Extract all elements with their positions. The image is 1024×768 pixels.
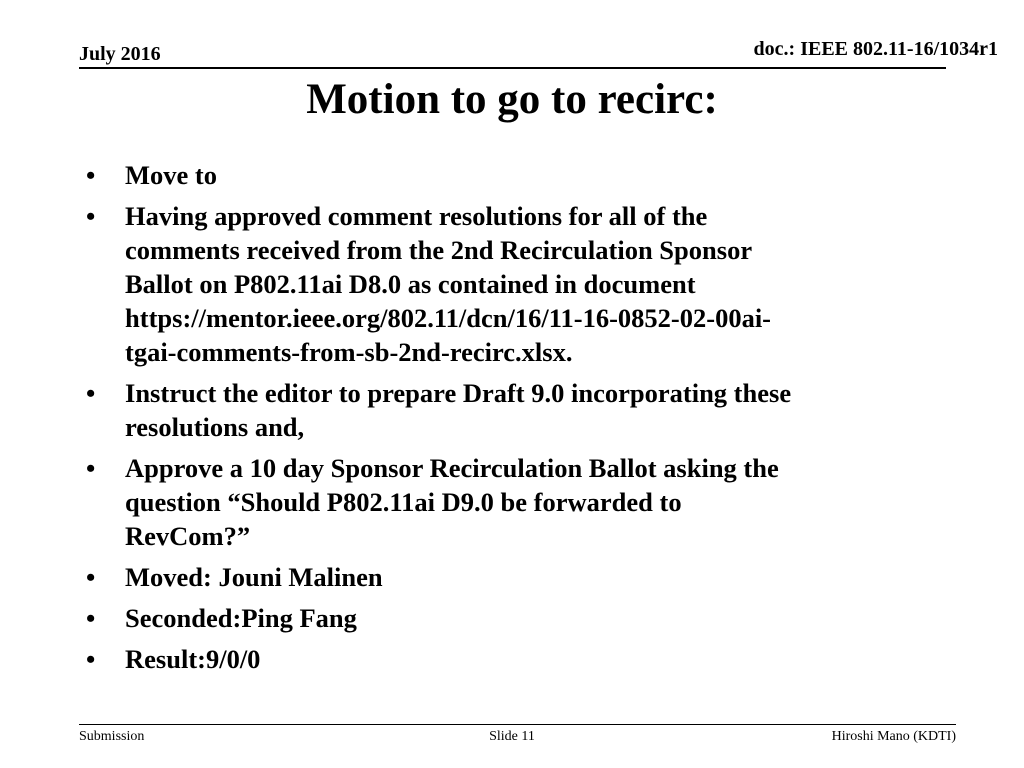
bullet-list [86, 158, 966, 676]
bullet-text: Instruct the editor to prepare Draft 9.0 incorporating these resolutions and, [125, 378, 792, 442]
bullet-text: Approve a 10 day Sponsor Recirculation Ballot asking the question “Should P802.11ai D9.0 be forwarded to RevCom?” [125, 453, 779, 551]
header-doc-id: doc.: IEEE 802.11-16/1034r1 [753, 38, 998, 60]
bullet-item-result [86, 642, 966, 676]
bullet-text: Result:9/0/0 [125, 644, 261, 674]
bullet-item-moved [86, 560, 966, 594]
bullet-dot-icon: • [86, 562, 96, 592]
bullet-dot-icon: • [86, 160, 96, 190]
bullet-item-approved-resolutions [86, 199, 966, 369]
bullet-text: Move to [125, 160, 217, 190]
bullet-item-approve-ballot [86, 451, 966, 553]
footer-author: Hiroshi Mano (KDTI) [831, 729, 956, 744]
bullet-text: Moved: Jouni Malinen [125, 562, 383, 592]
bullet-dot-icon: • [86, 378, 96, 408]
header-date: July 2016 [79, 43, 161, 65]
bullet-dot-icon: • [86, 603, 96, 633]
slide-title: Motion to go to recirc: [306, 76, 718, 123]
bullet-item-move-to [86, 158, 966, 192]
footer-rule [79, 724, 956, 725]
bullet-item-seconded [86, 601, 966, 635]
footer-submission: Submission [79, 729, 145, 744]
bullet-dot-icon: • [86, 201, 96, 231]
bullet-dot-icon: • [86, 453, 96, 483]
bullet-dot-icon: • [86, 644, 96, 674]
bullet-text: Having approved comment resolutions for all of the comments received from the 2nd Recirculation Sponsor Ballot on P802.11ai D8.0 as contained in document https://mentor.ieee.org/802.11/dcn/16/11-16-0852-02-00ai- tgai-comments-from-sb-2nd-recirc.xlsx. [125, 201, 772, 367]
bullet-text: Seconded:Ping Fang [125, 603, 357, 633]
header-rule [79, 67, 946, 69]
bullet-item-instruct-editor [86, 376, 966, 444]
footer-slide-number: Slide 11 [489, 729, 535, 744]
